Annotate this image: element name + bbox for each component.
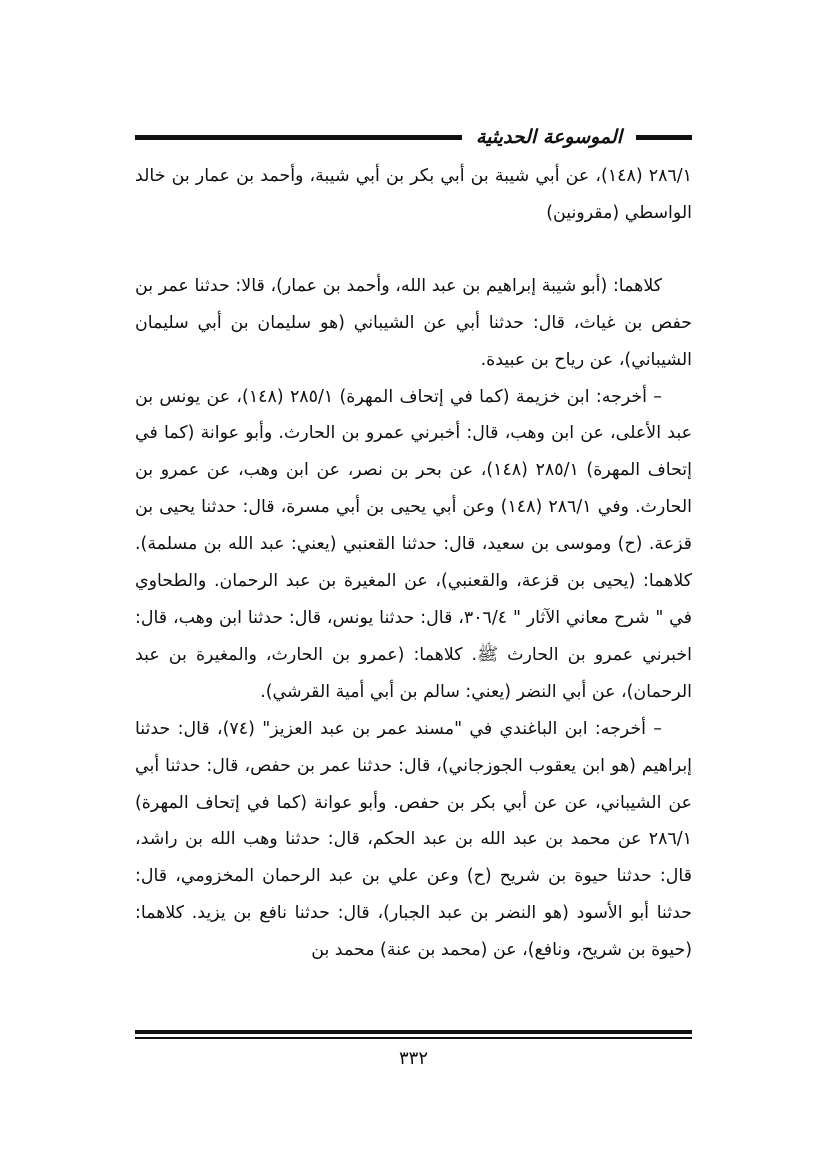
- paragraph-takhrij-1: – أخرجه: ابن خزيمة (كما في إتحاف المهرة) ٢٨٥/١ (١٤٨)، عن يونس بن عبد الأعلى، عن ابن وهب، قال: أخبرني عمرو بن الحارث. وأبو عوانة (كما في إتحاف المهرة) ٢٨٥/١ (١٤٨)، عن بحر بن نصر، عن ابن وهب، عن عمرو بن الحارث. وفي ٢٨٦/١ (١٤٨) وعن أبي يحيى بن أبي مسرة، قال: حدثنا يحيى بن قزعة. (ح) وموسى بن سعيد، قال: حدثنا القعنبي (يعني: عبد الله بن مسلمة). كلاهما: (يحيى بن قزعة، والقعنبي)، عن المغيرة بن عبد الرحمان. والطحاوي في " شرح معاني الآثار " ٣٠٦/٤، قال: حدثنا يونس، قال: حدثنا ابن وهب، قال: اخبرني عمرو بن الحارث ﷺ. كلاهما: (عمرو بن الحارث، والمغيرة بن عبد الرحمان)، عن أبي النضر (يعني: سالم بن أبي أمية القرشي).: [135, 386, 692, 702]
- footer-rule: [135, 1030, 692, 1039]
- page-number: ٣٣٢: [398, 1048, 428, 1069]
- header-rule-left: [135, 135, 462, 140]
- paragraph-continuation: ٢٨٦/١ (١٤٨)، عن أبي شيبة بن أبي بكر بن أبي شيبة، وأحمد بن عمار بن خالد الواسطي (مقرونين): [135, 166, 692, 223]
- header-title: الموسوعة الحديثية: [476, 126, 622, 148]
- paragraph-takhrij-2: – أخرجه: ابن الباغندي في "مسند عمر بن عبد العزيز" (٧٤)، قال: حدثنا إبراهيم (هو ابن يعقوب الجوزجاني)، قال: حدثنا عمر بن حفص، قال: حدثنا أبي عن الشيباني، عن عن أبي بكر بن حفص. وأبو عوانة (كما في إتحاف المهرة) ٢٨٦/١ عن محمد بن عبد الله بن عبد الحكم، قال: حدثنا وهب الله بن راشد، قال: حدثنا حيوة بن شريح (ح) وعن علي بن عبد الرحمان المخزومي، قال: حدثنا أبو الأسود (هو النضر بن عبد الجبار)، قال: حدثنا نافع بن يزيد. كلاهما: (حيوة بن شريح، ونافع)، عن (محمد بن عنة) محمد بن: [135, 718, 692, 961]
- running-header: [135, 120, 692, 154]
- body-text: [135, 158, 692, 969]
- paragraph-chain: كلاهما: (أبو شيبة إبراهيم بن عبد الله، وأحمد بن عمار)، قالا: حدثنا عمر بن حفص بن غياث، قال: حدثنا أبي عن الشيباني (هو سليمان بن أبي سليمان الشيباني)، عن رياح بن عبيدة.: [135, 275, 692, 370]
- footer-rule-thick: [135, 1030, 692, 1034]
- footer-rule-thin: [135, 1037, 692, 1039]
- header-rule-right: [636, 135, 692, 140]
